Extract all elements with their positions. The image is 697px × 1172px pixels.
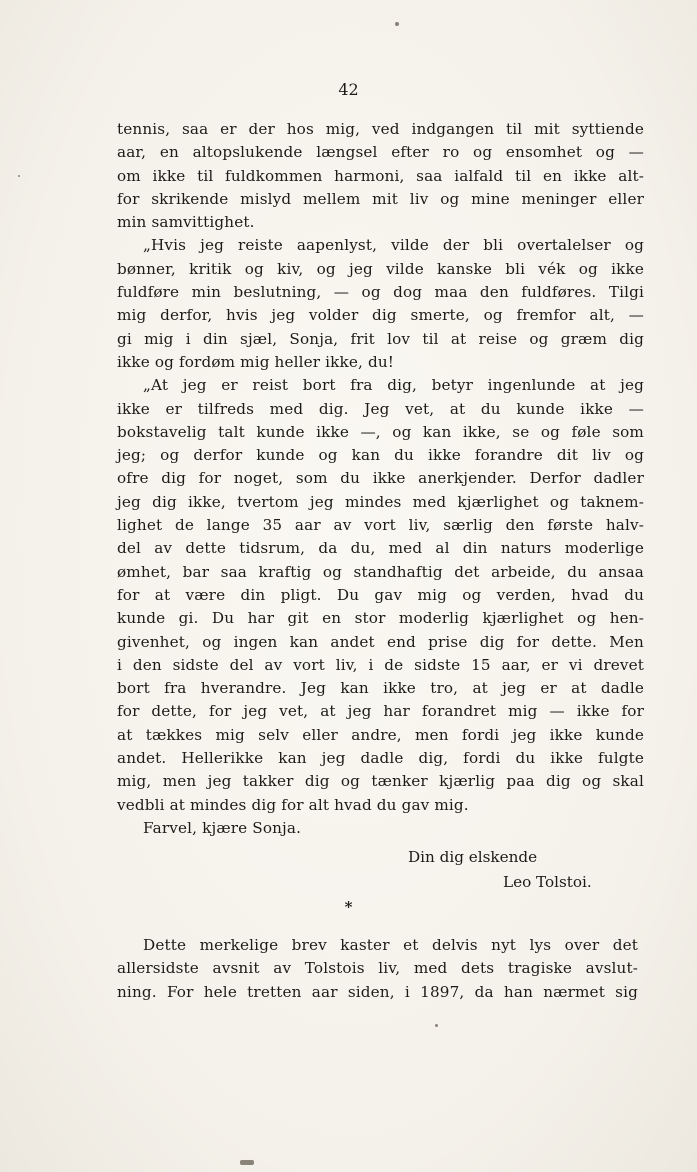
- scan-speck: [240, 1160, 254, 1165]
- letter-line: bønner, kritik og kiv, og jeg vilde kanske bli vék og ikke: [117, 259, 644, 278]
- letter-line: jeg; og derfor kunde og kan du ikke forandre dit liv og: [117, 446, 644, 465]
- letter-line: mig derfor, hvis jeg volder dig smerte, og fremfor alt, —: [117, 306, 644, 325]
- letter-line: givenhet, og ingen kan andet end prise dig for dette. Men: [117, 632, 644, 651]
- scan-speck: [395, 22, 399, 26]
- letter-text: [117, 118, 644, 840]
- letter-line: tennis, saa er der hos mig, ved indgangen til mit syttiende: [117, 120, 644, 138]
- scan-speck: [435, 1024, 438, 1027]
- letter-line: aar, en altopslukende længsel efter ro og ensomhet og —: [117, 143, 644, 162]
- letter-closing: Din dig elskende: [408, 848, 538, 866]
- section-separator: *: [344, 898, 353, 916]
- letter-line: „At jeg er reist bort fra dig, betyr ingenlunde at jeg: [143, 376, 644, 395]
- scan-speck: [18, 175, 20, 177]
- commentary-line: Dette merkelige brev kaster et delvis nyt lys over det: [143, 936, 638, 954]
- letter-line: Farvel, kjære Sonja.: [143, 818, 302, 837]
- commentary-line: ning. For hele tretten aar siden, i 1897, da han nærmet sig: [117, 982, 638, 1001]
- letter-line: fuldføre min beslutning, — og dog maa den fuldføres. Tilgi: [117, 283, 644, 302]
- letter-line: min samvittighet.: [117, 213, 255, 232]
- letter-line: mig, men jeg takker dig og tænker kjærlig paa dig og skal: [117, 772, 644, 791]
- letter-line: bort fra hverandre. Jeg kan ikke tro, at jeg er at dadle: [117, 679, 644, 698]
- letter-line: del av dette tidsrum, da du, med al din naturs moderlige: [117, 539, 644, 558]
- letter-line: at tækkes mig selv eller andre, men fordi jeg ikke kunde: [117, 725, 644, 744]
- commentary-line: allersidste avsnit av Tolstois liv, med dets tragiske avslut-: [117, 959, 638, 978]
- page-number: 42: [338, 80, 359, 99]
- letter-line: om ikke til fuldkommen harmoni, saa ialfald til en ikke alt-: [117, 166, 644, 185]
- letter-line: kunde gi. Du har git en stor moderlig kjærlighet og hen-: [117, 609, 644, 628]
- letter-signature: Leo Tolstoi.: [503, 873, 592, 891]
- commentary-text: [117, 934, 638, 1004]
- letter-line: bokstavelig talt kunde ikke —, og kan ikke, se og føle som: [117, 422, 644, 441]
- letter-line: vedbli at mindes dig for alt hvad du gav mig.: [117, 795, 469, 814]
- letter-line: for at være din pligt. Du gav mig og verden, hvad du: [117, 585, 644, 604]
- letter-line: ofre dig for noget, som du ikke anerkjender. Derfor dadler: [117, 469, 644, 488]
- letter-line: ikke er tilfreds med dig. Jeg vet, at du kunde ikke —: [117, 399, 644, 418]
- letter-line: ikke og fordøm mig heller ikke, du!: [117, 352, 395, 371]
- letter-line: for skrikende mislyd mellem mit liv og mine meninger eller: [117, 189, 644, 208]
- letter-line: andet. Hellerikke kan jeg dadle dig, fordi du ikke fulgte: [117, 749, 644, 768]
- letter-line: jeg dig ikke, tvertom jeg mindes med kjærlighet og taknem-: [117, 492, 644, 511]
- letter-line: for dette, for jeg vet, at jeg har forandret mig — ikke for: [117, 702, 644, 721]
- letter-line: ømhet, bar saa kraftig og standhaftig det arbeide, du ansaa: [117, 562, 644, 581]
- letter-line: „Hvis jeg reiste aapenlyst, vilde der bli overtalelser og: [143, 236, 644, 255]
- letter-line: lighet de lange 35 aar av vort liv, særlig den første halv-: [117, 516, 644, 535]
- letter-line: gi mig i din sjæl, Sonja, frit lov til at reise og græm dig: [117, 329, 644, 348]
- letter-line: i den sidste del av vort liv, i de sidste 15 aar, er vi drevet: [117, 655, 644, 674]
